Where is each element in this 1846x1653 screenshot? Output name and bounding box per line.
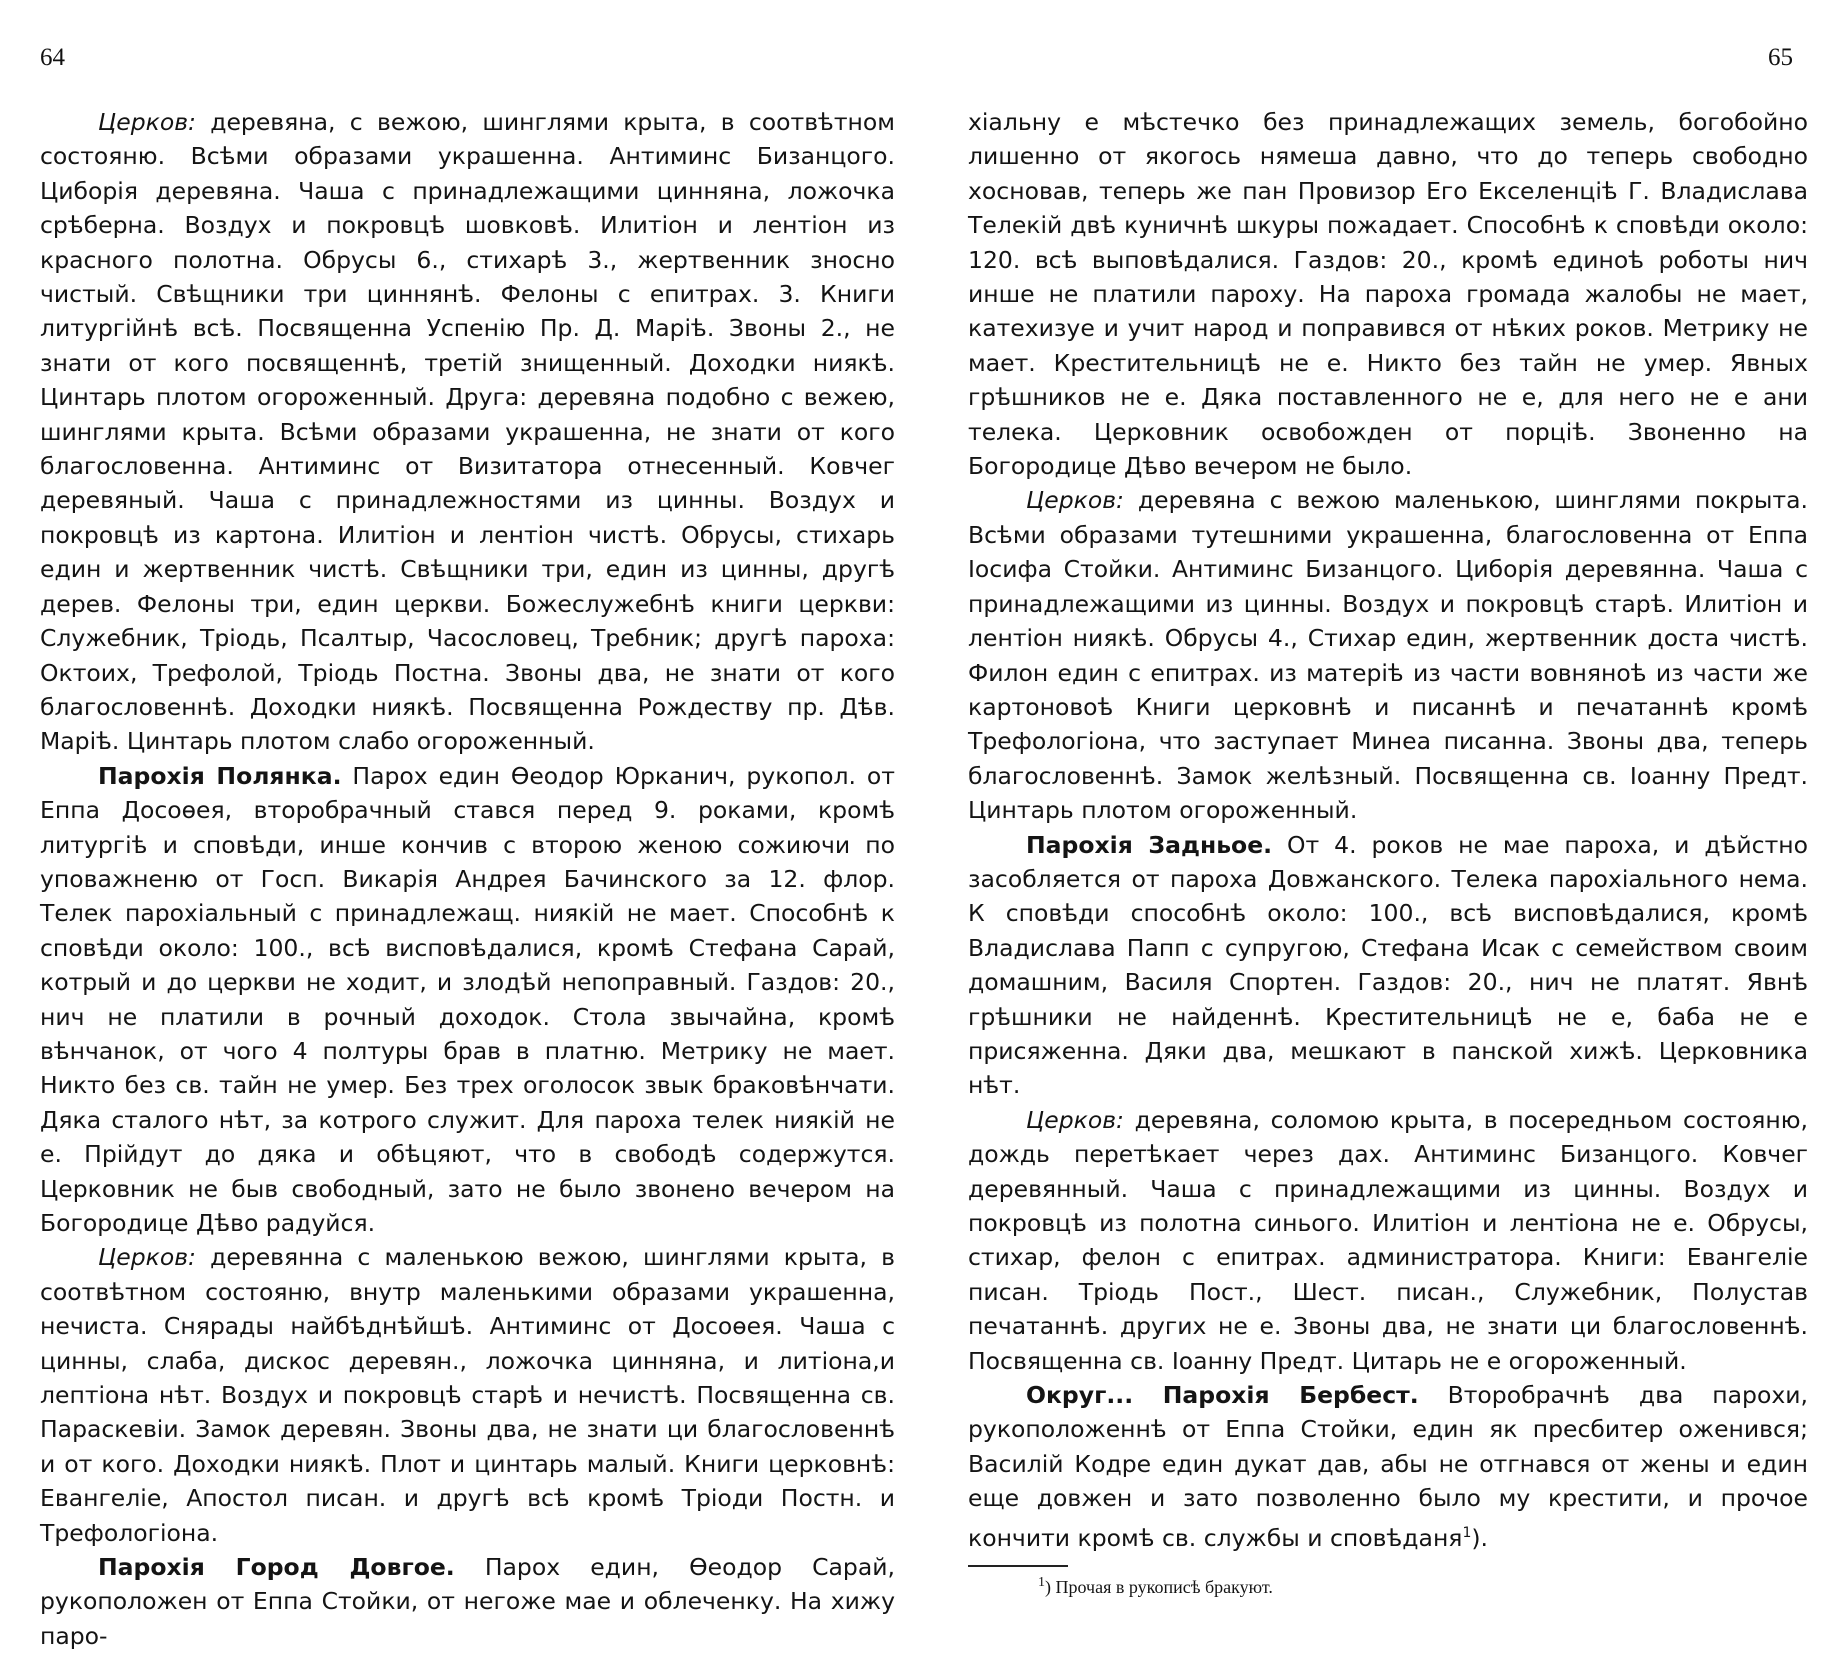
section-lead: Церков: xyxy=(98,1243,196,1272)
paragraph xyxy=(968,105,1808,483)
page-number-right: 65 xyxy=(1768,44,1793,71)
paragraph-tail: ). xyxy=(1471,1523,1489,1552)
right-page-text xyxy=(968,105,1808,1599)
footnote-mark: 1 xyxy=(1038,1574,1045,1590)
footnote xyxy=(968,1571,1808,1599)
paragraph-body: Парох един Ѳеодор Юрканич, рукопол. от Еппа Досоѳея, второбрачный стався перед 9. роками, кромѣ литургіѣ и сповѣди, инше кончив с второю женою сожиючи по уповажненю от Госп. Викарія Андрея Бачинского за 12. флор. Телек парохіальный с принадлежащ. ниякій не мает. Способнѣ к сповѣди около: 100., всѣ висповѣдалися, кромѣ Стефана Сарай, котрый и до церкви не ходит, и злодѣй непоправный. Газдов: 20., нич не платили в рочный доходок. Стола звычайна, кромѣ вѣнчанок, от чого 4 полтуры брав в платню. Метрику не мает. Никто без св. тайн не умер. Без трех оголосок звык браковѣнчати. Дяка сталого нѣт, за котрого служит. Для пароха телек ниякій не е. Прійдут до дяка и обѣцяют, что в свободѣ содержутся. Церковник не быв свободный, зато не было звонено вечером на Богородице Дѣво радуйся. xyxy=(40,761,895,1237)
footnote-divider xyxy=(968,1565,1068,1567)
paragraph-body: Второбрачнѣ два парохи, рукоположеннѣ от Еппа Стойки, един як пресбитер оженився; Василій Кодре един дукат дав, абы не отгнався от жены и един еще довжен и зато позволенно было му крестити, и прочое кончити кромѣ св. службы и сповѣданя xyxy=(968,1381,1808,1552)
parish-heading: Округ... Парохія Бербест. xyxy=(1026,1381,1419,1410)
page-number-left: 64 xyxy=(40,44,65,71)
section-lead: Церков: xyxy=(1026,1105,1124,1134)
paragraph xyxy=(968,828,1808,1103)
paragraph xyxy=(968,1103,1808,1378)
paragraph-body: деревяна с вежою маленькою, шинглями покрыта. Всѣми образами тутешними украшенна, благословенна от Еппа Іосифа Стойки. Антиминс Бизанцого. Циборія деревянна. Чаша с принадлежащими из цинны. Воздух и покровцѣ старѣ. Илитіон и лентіон ниякѣ. Обрусы 4., Стихар един, жертвенник доста чистѣ. Филон един с епитрах. из матеріѣ из части вовняноѣ из части же картоновоѣ Книги церковнѣ и писаннѣ и печатаннѣ кромѣ Трефологіона, что заступает Минеа писанна. Звоны два, теперь благословеннѣ. Замок желѣзный. Посвященна св. Іоанну Предт. Цинтарь плотом огороженный. xyxy=(968,486,1808,825)
paragraph xyxy=(968,1378,1808,1555)
paragraph-body: Парох един, Ѳеодор Сарай, рукоположен от Еппа Стойки, от негоже мае и облеченку. На хижу паро- xyxy=(40,1553,895,1650)
paragraph xyxy=(40,1240,895,1550)
paragraph-body: От 4. роков не мае пароха, и дѣйстно засобляется от пароха Довжанского. Телека парохіального нема. К сповѣди способнѣ около: 100., всѣ висповѣдалися, кромѣ Владислава Папп с супругою, Стефана Исак с семейством своим домашним, Василя Спортен. Газдов: 20., нич не платят. Явнѣ грѣшники не найденнѣ. Крестительницѣ не е, баба не е присяженна. Дяки два, мешкают в панской хижѣ. Церковника нѣт. xyxy=(968,830,1808,1100)
paragraph xyxy=(968,483,1808,827)
paragraph-body: деревяна, с вежою, шинглями крыта, в соотвѣтном состояню. Всѣми образами украшенна. Антиминс Бизанцого. Циборія деревяна. Чаша с принадлежащими цинняна, ложочка срѣберна. Воздух и покровцѣ шовковѣ. Илитіон и лентіон из красного полотна. Обрусы 6., стихарѣ 3., жертвенник зносно чистый. Свѣщники три циннянѣ. Фелоны с епитрах. 3. Книги литургійнѣ всѣ. Посвященна Успенію Пр. Д. Маріѣ. Звоны 2., не знати от кого посвященнѣ, третій знищенный. Доходки ниякѣ. Цинтарь плотом огороженный. Друга: деревяна подобно с вежею, шинглями крыта. Всѣми образами украшенна, не знати от кого благословенна. Антиминс от Визитатора отнесенный. Ковчег деревяный. Чаша с принадлежностями из цинны. Воздух и покровцѣ из картона. Илитіон и лентіон чистѣ. Обрусы, стихарь един и жертвенник чистѣ. Свѣщники три, един из цинны, другѣ дерев. Фелоны три, един церкви. Божеслужебнѣ книги церкви: Служебник, Тріодь, Псалтыр, Часословец, Требник; другѣ пароха: Октоих, Трефолой, Тріодь Постна. Звоны два, не знати от кого благословеннѣ. Доходки ниякѣ. Посвященна Рождеству пр. Дѣв. Маріѣ. Цинтарь плотом слабо огороженный. xyxy=(40,108,895,756)
left-page-text xyxy=(40,105,895,1653)
footnote-ref: 1 xyxy=(1462,1524,1472,1541)
parish-heading: Парохія Полянка. xyxy=(98,761,342,790)
paragraph xyxy=(40,105,895,759)
section-lead: Церков: xyxy=(98,108,196,136)
parish-heading: Парохія Задньое. xyxy=(1026,830,1273,859)
paragraph xyxy=(40,1550,895,1653)
paragraph-body: деревянна с маленькою вежою, шинглями крыта, в соотвѣтном состояню, внутр маленькими образами украшенна, нечиста. Снярады найбѣднѣйшѣ. Антиминс от Досоѳея. Чаша с цинны, слаба, дискос деревян., ложочка цинняна, и литіона,и лептіона нѣт. Воздух и покровцѣ старѣ и нечистѣ. Посвященна св. Параскевіи. Замок деревян. Звоны два, не знати ци благословеннѣ и от кого. Доходки ниякѣ. Плот и цинтарь малый. Книги церковнѣ: Евангеліе, Апостол писан. и другѣ всѣ кромѣ Тріоди Постн. и Трефологіона. xyxy=(40,1243,895,1547)
paragraph-body: хіальну е мѣстечко без принадлежащих земель, богобойно лишенно от якогось нямеша давно, что до теперь свободно хосновав, теперь же пан Провизор Его Екселенціѣ Г. Владислава Телекій двѣ куничнѣ шкуры пожадает. Способнѣ к сповѣди около: 120. всѣ выповѣдалися. Газдов: 20., кромѣ единоѣ роботы нич инше не платили пароху. На пароха громада жалобы не мает, катехизуе и учит народ и поправився от нѣких роков. Метрику не мает. Крестительницѣ не е. Никто без тайн не умер. Явных грѣшников не е. Дяка поставленного не е, для него не е ани телека. Церковник освобожден от порціѣ. Звоненно на Богородице Дѣво вечером не было. xyxy=(968,108,1808,481)
paragraph xyxy=(40,759,895,1241)
footnote-text: ) Прочая в рукописѣ бракуют. xyxy=(1045,1576,1273,1597)
section-lead: Церков: xyxy=(1026,486,1124,515)
parish-heading: Парохія Город Довгое. xyxy=(98,1553,455,1582)
paragraph-body: деревяна, соломою крыта, в посередньом состояню, дождь перетѣкает через дах. Антиминс Бизанцого. Ковчег деревянный. Чаша с принадлежащими из цинны. Воздух и покровцѣ из полотна синього. Илитіон и лентіона не е. Обрусы, стихар, фелон с епитрах. администратора. Книги: Евангеліе писан. Тріодь Пост., Шест. писан., Служебник, Полустав печатаннѣ. других не е. Звоны два, не знати ци благословеннѣ. Посвященна св. Іоанну Предт. Цитарь не е огороженный. xyxy=(968,1105,1808,1375)
